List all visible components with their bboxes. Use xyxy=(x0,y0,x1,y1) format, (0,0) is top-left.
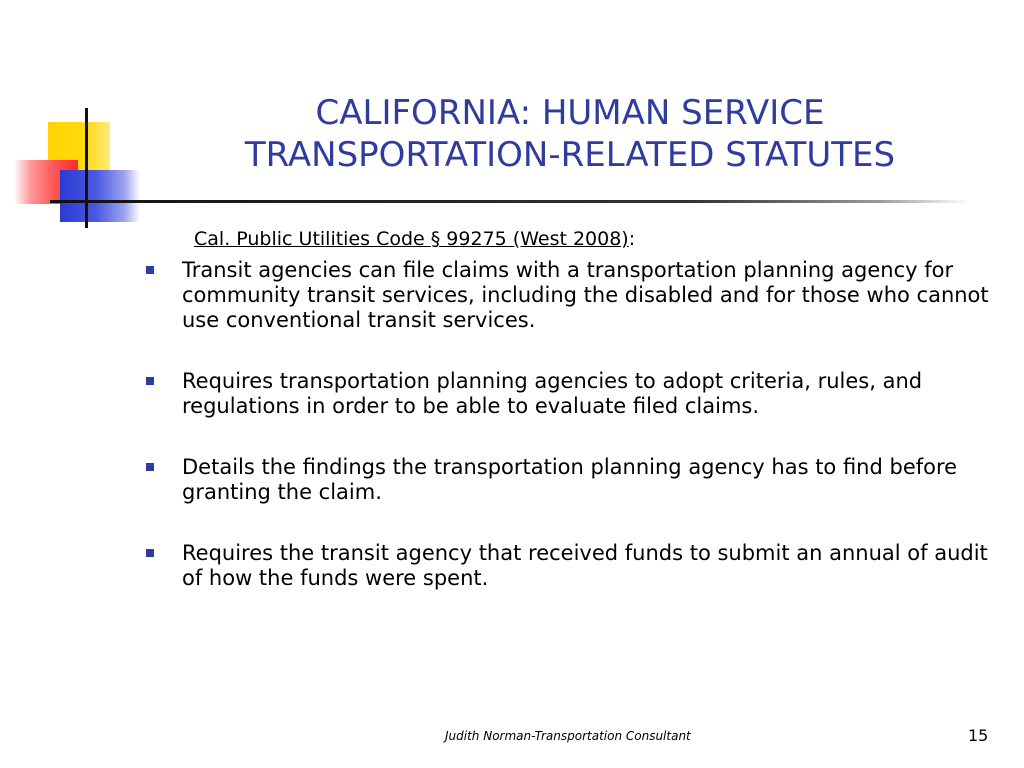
title-underline-rule xyxy=(50,200,970,203)
square-bullet-icon xyxy=(146,463,154,471)
bullet-text: Requires transportation planning agencies to adopt criteria, rules, and regulations in order to be able to evaluate filed claims. xyxy=(182,369,923,418)
bullet-text: Details the findings the transportation planning agency has to find before granting the claim. xyxy=(182,455,958,504)
statute-citation xyxy=(194,228,635,250)
bullet-item xyxy=(146,369,1006,419)
bullet-item xyxy=(146,541,1006,591)
title-line-2: TRANSPORTATION-RELATED STATUTES xyxy=(244,135,896,175)
square-bullet-icon xyxy=(146,377,154,385)
bullet-text: Requires the transit agency that received funds to submit an annual of audit of how the funds were spent. xyxy=(182,541,988,590)
footer-author: Judith Norman-Transportation Consultant xyxy=(445,729,691,743)
square-bullet-icon xyxy=(146,549,154,557)
bullet-list xyxy=(146,258,1006,627)
slide-number: 15 xyxy=(968,726,989,745)
slide-title xyxy=(190,92,950,176)
bullet-item xyxy=(146,258,1006,333)
bullet-item xyxy=(146,455,1006,505)
bullet-text: Transit agencies can file claims with a transportation planning agency for community transit services, including the disabled and for those who cannot use conventional transit services. xyxy=(182,258,989,332)
square-bullet-icon xyxy=(146,266,154,274)
decorative-blue-gradient xyxy=(60,170,140,222)
decorative-vertical-line xyxy=(85,108,88,228)
citation-text: Cal. Public Utilities Code § 99275 (West 2008) xyxy=(194,228,629,250)
title-line-1: CALIFORNIA: HUMAN SERVICE xyxy=(315,93,825,133)
citation-suffix: : xyxy=(628,228,636,250)
